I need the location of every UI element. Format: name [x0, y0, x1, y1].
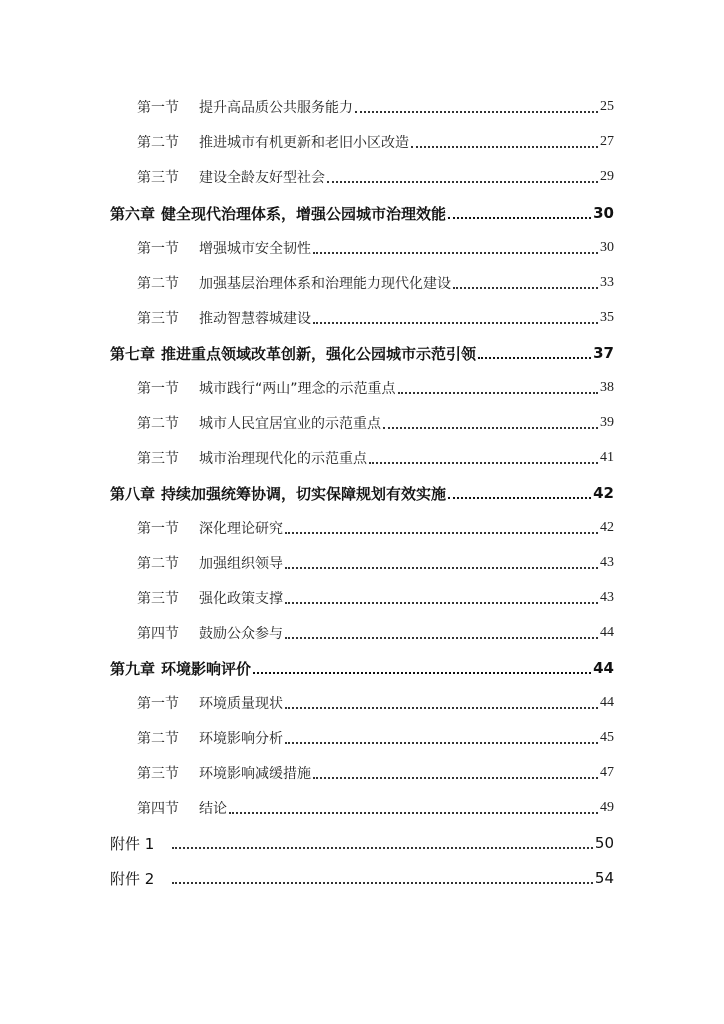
toc-entry-number: 第三节: [137, 766, 179, 782]
dot-leader: [355, 110, 598, 113]
dot-leader: [478, 356, 591, 359]
dot-leader: [313, 321, 598, 324]
toc-entry-page: 38: [600, 380, 614, 395]
toc-entry-number: 第一节: [137, 100, 179, 116]
toc-entry-label: [137, 623, 283, 643]
toc-entry-number: 第三节: [137, 311, 179, 327]
toc-entry-title: 加强组织领导: [199, 556, 283, 572]
toc-entry-number: 第四节: [137, 801, 179, 817]
toc-entry-title: 增强城市安全韧性: [199, 241, 311, 257]
toc-entry[interactable]: [137, 688, 614, 718]
toc-entry-page: 39: [600, 415, 614, 430]
toc-entry-page: 45: [600, 730, 614, 745]
toc-entry[interactable]: [137, 268, 614, 298]
dot-leader: [383, 426, 598, 429]
toc-entry-label: [137, 378, 396, 398]
toc-entry-page: 27: [600, 134, 614, 149]
dot-leader: [172, 846, 593, 849]
dot-leader: [448, 216, 591, 219]
toc-chapter-label: [110, 658, 251, 679]
toc-entry-number: 第二节: [137, 276, 179, 292]
toc-chapter-title: 持续加强统筹协调，切实保障规划有效实施: [161, 484, 447, 503]
dot-leader: [229, 811, 598, 814]
toc-entry-title: 环境质量现状: [199, 696, 283, 712]
dot-leader: [285, 531, 598, 534]
dot-leader: [327, 180, 598, 183]
toc-entry-title: 深化理论研究: [199, 521, 283, 537]
toc-entry[interactable]: [137, 233, 614, 263]
toc-entry-page: 33: [600, 275, 614, 290]
toc-appendix-label: [110, 833, 170, 854]
toc-entry[interactable]: [137, 758, 614, 788]
toc-entry-number: 第三节: [137, 451, 179, 467]
toc-entry[interactable]: [137, 443, 614, 473]
toc-appendix-label: [110, 868, 170, 889]
toc-chapter-number: 第九章: [110, 659, 156, 678]
toc-chapter[interactable]: [110, 338, 614, 368]
toc-entry-label: [137, 97, 353, 117]
toc-entry[interactable]: [137, 793, 614, 823]
toc-chapter-number: 第七章: [110, 344, 156, 363]
toc-entry-label: [137, 763, 311, 783]
dot-leader: [398, 391, 598, 394]
dot-leader: [453, 286, 598, 289]
toc-appendix-number: 附件 2: [110, 869, 155, 888]
toc-entry-title: 城市践行“两山”理念的示范重点: [199, 381, 396, 397]
toc-entry-number: 第二节: [137, 135, 179, 151]
toc-entry[interactable]: [137, 723, 614, 753]
toc-chapter-label: [110, 203, 446, 224]
toc-chapter-page: 44: [593, 659, 614, 677]
toc-entry-title: 鼓励公众参与: [199, 626, 283, 642]
toc-chapter-title: 推进重点领域改革创新，强化公园城市示范引领: [161, 344, 477, 363]
toc-entry-title: 城市治理现代化的示范重点: [199, 451, 367, 467]
dot-leader: [448, 496, 591, 499]
toc-entry[interactable]: [137, 92, 614, 122]
toc-entry-title: 加强基层治理体系和治理能力现代化建设: [199, 276, 451, 292]
toc-chapter-title: 健全现代治理体系，增强公园城市治理效能: [161, 204, 447, 223]
toc-entry-label: [137, 798, 227, 818]
toc-entry[interactable]: [137, 373, 614, 403]
toc-chapter[interactable]: [110, 198, 614, 228]
toc-entry[interactable]: [137, 162, 614, 192]
toc-entry-label: [137, 518, 283, 538]
toc-entry-title: 建设全龄友好型社会: [199, 170, 325, 186]
dot-leader: [285, 601, 598, 604]
toc-entry[interactable]: [137, 618, 614, 648]
toc-entry-label: [137, 693, 283, 713]
toc-entry[interactable]: [137, 127, 614, 157]
toc-chapter-number: 第六章: [110, 204, 156, 223]
toc-chapter-title: 环境影响评价: [161, 659, 252, 678]
toc-entry-number: 第一节: [137, 381, 179, 397]
dot-leader: [285, 706, 598, 709]
toc-entry-page: 47: [600, 765, 614, 780]
toc-entry-page: 30: [600, 240, 614, 255]
toc-entry-number: 第三节: [137, 170, 179, 186]
toc-appendix-number: 附件 1: [110, 834, 155, 853]
toc-chapter[interactable]: [110, 653, 614, 683]
toc-entry-label: [137, 448, 367, 468]
dot-leader: [369, 461, 598, 464]
toc-entry[interactable]: [137, 513, 614, 543]
toc-entry-label: [137, 238, 311, 258]
toc-entry-number: 第一节: [137, 521, 179, 537]
toc-entry[interactable]: [137, 548, 614, 578]
toc-appendix-page: 54: [594, 869, 614, 887]
dot-leader: [313, 776, 598, 779]
toc-entry-page: 42: [600, 520, 614, 535]
toc-entry-page: 49: [600, 800, 614, 815]
dot-leader: [285, 566, 598, 569]
toc-chapter-number: 第八章: [110, 484, 156, 503]
toc-entry-label: [137, 167, 325, 187]
toc-appendix[interactable]: [110, 828, 614, 858]
toc-chapter-label: [110, 343, 476, 364]
toc-entry-number: 第二节: [137, 556, 179, 572]
toc-entry-number: 第一节: [137, 241, 179, 257]
toc-entry-title: 强化政策支撑: [199, 591, 283, 607]
toc-entry-page: 44: [600, 695, 614, 710]
toc-entry[interactable]: [137, 583, 614, 613]
toc-entry-title: 推动智慧蓉城建设: [199, 311, 311, 327]
toc-chapter-label: [110, 483, 446, 504]
toc-entry-title: 环境影响分析: [199, 731, 283, 747]
toc-entry[interactable]: [137, 303, 614, 333]
toc-entry-number: 第四节: [137, 626, 179, 642]
dot-leader: [172, 881, 593, 884]
toc-chapter-page: 42: [593, 484, 614, 502]
toc-appendix[interactable]: [110, 863, 614, 893]
toc-chapter[interactable]: [110, 478, 614, 508]
toc-entry-page: 25: [600, 99, 614, 114]
toc-entry-title: 结论: [199, 801, 227, 817]
dot-leader: [411, 145, 598, 148]
toc-entry-label: [137, 588, 283, 608]
toc-entry-page: 35: [600, 310, 614, 325]
toc-entry-label: [137, 132, 409, 152]
toc-entry-title: 推进城市有机更新和老旧小区改造: [199, 135, 409, 151]
toc-entry-number: 第三节: [137, 591, 179, 607]
dot-leader: [285, 636, 598, 639]
toc-entry-page: 44: [600, 625, 614, 640]
toc-entry-label: [137, 308, 311, 328]
toc-entry-title: 城市人民宜居宜业的示范重点: [199, 416, 381, 432]
dot-leader: [313, 251, 598, 254]
toc-chapter-page: 30: [593, 204, 614, 222]
toc-entry-label: [137, 553, 283, 573]
toc-entry-title: 环境影响减缓措施: [199, 766, 311, 782]
toc-entry-page: 41: [600, 450, 614, 465]
dot-leader: [253, 671, 591, 674]
toc-entry-title: 提升高品质公共服务能力: [199, 100, 353, 116]
toc-entry-label: [137, 728, 283, 748]
toc-appendix-page: 50: [594, 834, 614, 852]
toc-entry-label: [137, 413, 381, 433]
dot-leader: [285, 741, 598, 744]
toc-entry-page: 29: [600, 169, 614, 184]
toc-entry-number: 第二节: [137, 731, 179, 747]
toc-entry-page: 43: [600, 590, 614, 605]
toc-chapter-page: 37: [593, 344, 614, 362]
toc-entry[interactable]: [137, 408, 614, 438]
toc-entry-number: 第一节: [137, 696, 179, 712]
toc-entry-label: [137, 273, 451, 293]
toc-entry-page: 43: [600, 555, 614, 570]
toc-entry-number: 第二节: [137, 416, 179, 432]
